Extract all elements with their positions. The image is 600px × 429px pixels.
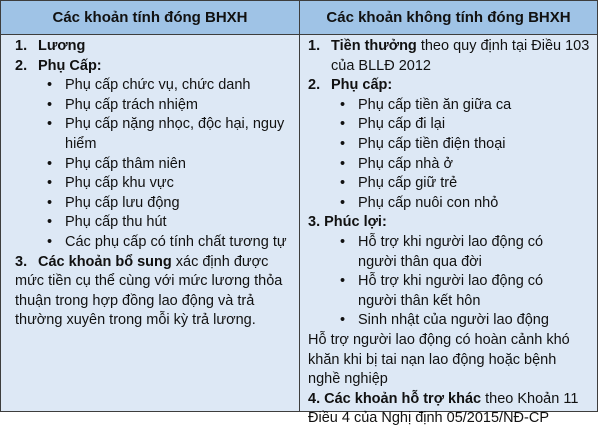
- item-label: 4. Các khoản hỗ trợ khác: [308, 390, 482, 407]
- list-item: • Các phụ cấp có tính chất tương tự: [15, 233, 289, 253]
- list-item: • Phụ cấp tiền điện thoại: [308, 135, 591, 155]
- item-number: 2.: [308, 77, 321, 94]
- list-item: • Phụ cấp giữ trẻ: [308, 174, 591, 194]
- item-welfare: 3. Phúc lợi:: [308, 214, 387, 231]
- list-item: • Hỗ trợ khi người lao động có người thân kết hôn: [308, 272, 591, 311]
- column-body-included: [1, 35, 299, 411]
- item-text: theo Khoản 11 Điều 4 của Nghị định 05/2015/NĐ-CP: [308, 390, 579, 427]
- list-item: • Phụ cấp khu vực: [15, 174, 289, 194]
- item-label: Các khoản bổ sung: [38, 253, 172, 270]
- item-text: theo quy định tại Điều 103 của BLLĐ 2012: [331, 38, 590, 74]
- column-body-excluded: [300, 35, 597, 427]
- list-item: • Hỗ trợ khi người lao động có người thân qua đời: [308, 233, 591, 272]
- item-label: Lương: [38, 38, 86, 54]
- list-item: • Phụ cấp nặng nhọc, độc hại, nguy hiểm: [15, 115, 289, 154]
- item-allowances: [308, 76, 591, 96]
- column-included: [1, 1, 300, 411]
- list-item: • Phụ cấp trách nhiệm: [15, 96, 289, 116]
- item-number: 1.: [308, 38, 321, 54]
- column-header-excluded: Các khoản không tính đóng BHXH: [300, 1, 597, 35]
- list-item: • Phụ cấp lưu động: [15, 194, 289, 214]
- item-supplements: [15, 253, 289, 331]
- welfare-note: Hỗ trợ người lao động có hoàn cảnh khó khăn khi bị tai nạn lao động hoặc bệnh nghề nghiệp: [308, 331, 570, 388]
- list-item: • Phụ cấp đi lại: [308, 115, 591, 135]
- item-label: Phụ cấp:: [331, 77, 393, 94]
- list-item: • Sinh nhật của người lao động: [308, 311, 591, 331]
- list-item: • Phụ cấp thu hút: [15, 213, 289, 233]
- list-item: • Phụ cấp nhà ở: [308, 155, 591, 175]
- item-label: Phụ Cấp:: [38, 57, 102, 74]
- column-excluded: [300, 1, 597, 427]
- item-label: Tiền thưởng: [331, 38, 417, 54]
- column-header-included: Các khoản tính đóng BHXH: [1, 1, 299, 35]
- item-text: xác định được mức tiền cụ thể cùng với mức lương thỏa thuận trong hợp đồng lao động và trả thường xuyên trong mỗi kỳ trả lương.: [15, 253, 283, 329]
- item-salary: [15, 37, 289, 57]
- item-number: 3.: [15, 253, 28, 270]
- list-item: • Phụ cấp chức vụ, chức danh: [15, 76, 289, 96]
- list-item: • Phụ cấp tiền ăn giữa ca: [308, 96, 591, 116]
- list-item: • Phụ cấp thâm niên: [15, 155, 289, 175]
- list-item: • Phụ cấp nuôi con nhỏ: [308, 194, 591, 214]
- item-number: 1.: [15, 38, 28, 54]
- item-other-support: [308, 390, 591, 429]
- item-number: 2.: [15, 57, 28, 74]
- item-allowances: [15, 57, 289, 77]
- item-bonus: [308, 37, 591, 76]
